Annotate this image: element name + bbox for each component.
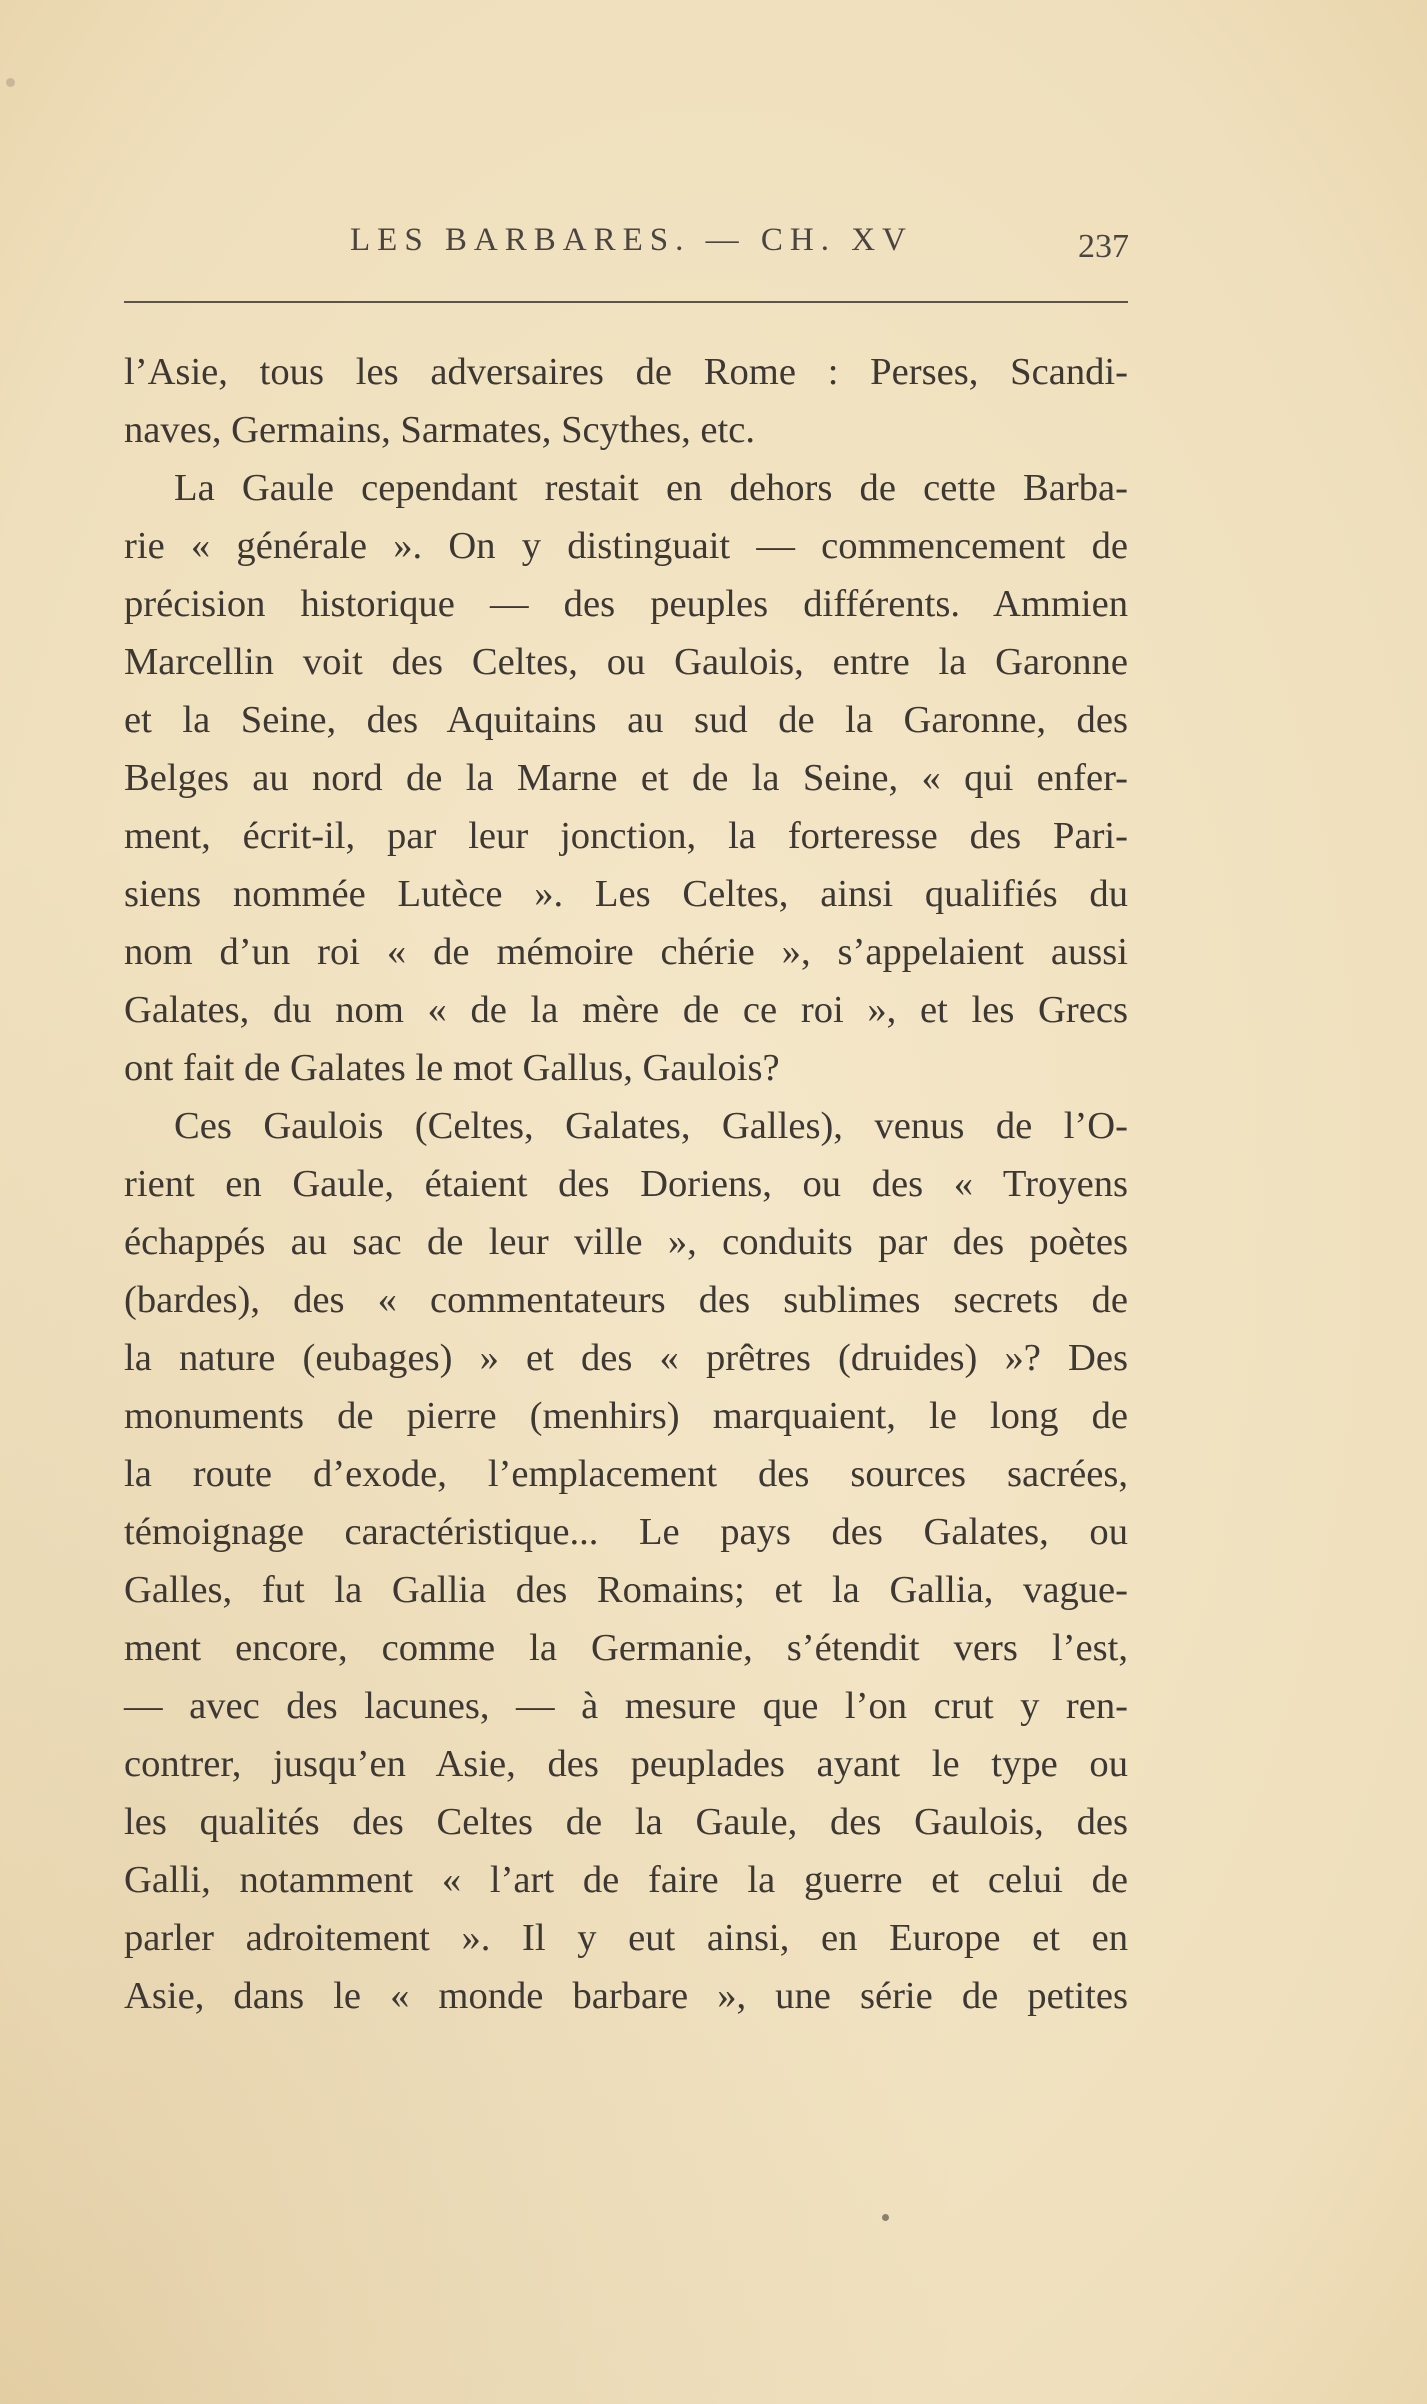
header-rule [124, 301, 1128, 303]
text-line: siens nommée Lutèce ». Les Celtes, ainsi qualifiés du [124, 873, 1128, 915]
text-line: naves, Germains, Sarmates, Scythes, etc. [124, 409, 756, 451]
text-line: la route d’exode, l’emplacement des sources sacrées, [124, 1453, 1128, 1495]
text-line: échappés au sac de leur ville », conduits par des poètes [124, 1221, 1128, 1263]
text-line: parler adroitement ». Il y eut ainsi, en Europe et en [124, 1917, 1128, 1959]
text-line: rient en Gaule, étaient des Doriens, ou des « Troyens [124, 1163, 1128, 1205]
paragraph-2 [124, 459, 1128, 1097]
text-line: — avec des lacunes, — à mesure que l’on crut y ren- [124, 1685, 1128, 1727]
text-line: et la Seine, des Aquitains au sud de la Garonne, des [124, 699, 1128, 741]
text-line: (bardes), des « commentateurs des sublimes secrets de [124, 1279, 1128, 1321]
paragraph-1 [124, 343, 1128, 459]
text-line: ont fait de Galates le mot Gallus, Gaulois? [124, 1047, 780, 1089]
text-line: Ces Gaulois (Celtes, Galates, Galles), venus de l’O- [174, 1105, 1128, 1147]
text-line: Galli, notamment « l’art de faire la guerre et celui de [124, 1859, 1128, 1901]
text-line: contrer, jusqu’en Asie, des peuplades ayant le type ou [124, 1743, 1128, 1785]
paragraph-3 [124, 1097, 1128, 2025]
text-line: Asie, dans le « monde barbare », une série de petites [124, 1975, 1128, 2017]
text-line: précision historique — des peuples différents. Ammien [124, 583, 1128, 625]
text-line: témoignage caractéristique... Le pays des Galates, ou [124, 1511, 1128, 1553]
text-line: nom d’un roi « de mémoire chérie », s’appelaient aussi [124, 931, 1128, 973]
text-line: l’Asie, tous les adversaires de Rome : Perses, Scandi- [124, 351, 1128, 393]
text-line: la nature (eubages) » et des « prêtres (druides) »? Des [124, 1337, 1128, 1379]
text-line: rie « générale ». On y distinguait — commencement de [124, 525, 1128, 567]
page-number: 237 [1078, 228, 1129, 265]
text-line: La Gaule cependant restait en dehors de cette Barba- [174, 467, 1128, 509]
text-line: ment, écrit-il, par leur jonction, la forteresse des Pari- [124, 815, 1128, 857]
text-line: Belges au nord de la Marne et de la Seine, « qui enfer- [124, 757, 1128, 799]
text-line: Marcellin voit des Celtes, ou Gaulois, entre la Garonne [124, 641, 1128, 683]
paper-speck [6, 78, 15, 87]
text-line: ment encore, comme la Germanie, s’étendit vers l’est, [124, 1627, 1128, 1669]
text-line: Galles, fut la Gallia des Romains; et la Gallia, vague- [124, 1569, 1128, 1611]
running-title: LES BARBARES. — CH. XV [350, 222, 913, 258]
body-text [124, 343, 1128, 2025]
text-line: monuments de pierre (menhirs) marquaient, le long de [124, 1395, 1128, 1437]
running-header [124, 222, 1129, 282]
paper-speck [882, 2214, 889, 2221]
text-line: Galates, du nom « de la mère de ce roi », et les Grecs [124, 989, 1128, 1031]
text-line: les qualités des Celtes de la Gaule, des Gaulois, des [124, 1801, 1128, 1843]
